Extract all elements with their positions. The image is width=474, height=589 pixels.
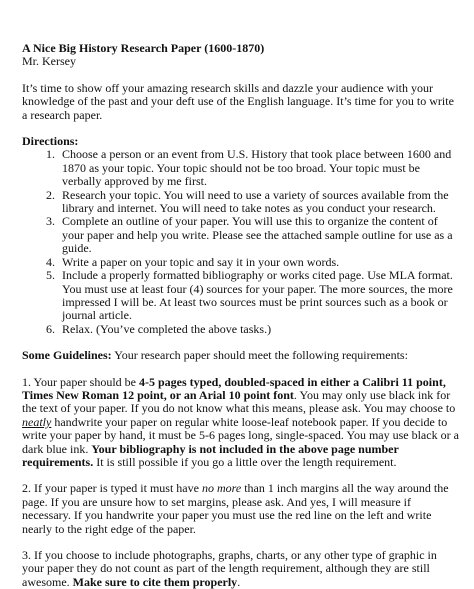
guideline-3-cite-note: Make sure to cite them properly <box>72 574 238 589</box>
guideline-1-text: . You may only use black ink for the text of your paper. If you do not know what this means, please ask. You may choose to <box>22 387 456 416</box>
directions-item: 6. Relax. (You’ve completed the above tasks.) <box>58 323 460 336</box>
intro-paragraph: It’s time to show off your amazing research skills and dazzle your audience with your knowledge of the past and your deft use of the English language. It’s time for you to write a research paper. <box>22 80 454 122</box>
guideline-2-text: than 1 inch margins all the way around the page. If you are unsure how to set margins, please ask. And yes, I will measure if necessary. If you handwrite your paper you must use the red line on the left and write nearly to the right edge of the paper. <box>22 481 449 536</box>
guideline-1-font-requirement: 4-5 pages typed, doubled-spaced in either a Calibri 11 point, Times New Roman 12 point, or an Arial 10 point font <box>22 374 446 402</box>
title-years: (1600-1870) <box>204 41 265 55</box>
guidelines-paragraph <box>22 349 460 362</box>
directions-heading: Directions: <box>22 134 79 149</box>
guideline-1 <box>22 376 460 470</box>
directions-item: 4. Write a paper on your topic and say it in your own words. <box>58 256 460 269</box>
guideline-3-text: 3. If you choose to include photographs, graphs, charts, or any other type of graphic in your paper they do not count as part of the length requirement, although they are still awesome. <box>22 548 437 589</box>
directions-item: 2. Research your topic. You will need to use a variety of sources available from the library and internet. You will need to take notes as you conduct your research. <box>58 189 460 216</box>
directions-item: 5. Include a properly formatted bibliography or works cited page. Use MLA format. You must use at least four (4) sources for your paper. The more sources, the more impressed I will be. At least two sources must be print sources such as a book or journal article. <box>58 269 460 323</box>
title-text: A Nice Big History Research Paper <box>22 41 202 55</box>
guideline-2 <box>22 482 460 536</box>
guideline-3-text: . <box>237 574 241 589</box>
guideline-2-text: 2. If your paper is typed it must have <box>22 481 202 496</box>
guideline-3 <box>22 549 460 589</box>
guideline-1-text: It is still possible if you go a little over the length requirement. <box>93 454 397 469</box>
guideline-1-text: handwrite your paper on regular white loose-leaf notebook paper. If you decide to write your paper by hand, it must be 5-6 pages long, single-spaced. You may use black or a dark blue ink. <box>22 414 459 456</box>
guideline-2-emphasis: no more <box>201 481 242 496</box>
directions-item: 1. Choose a person or an event from U.S. History that took place between 1600 and 1870 as your topic. Your topic should not be too broad. Your topic must be verbally approved by me first. <box>58 148 460 188</box>
guidelines-label: Some Guidelines: <box>22 348 112 363</box>
guidelines-text: Your research paper should meet the following requirements: <box>111 348 408 363</box>
guideline-1-emphasis: neatly <box>22 414 52 429</box>
guideline-1-bibliography-note: Your bibliography is not included in the above page number requirements. <box>22 441 399 469</box>
document-title <box>22 42 460 55</box>
directions-item: 3. Complete an outline of your paper. You will use this to organize the content of your paper and help you write. Please see the attached sample outline for use as a guide. <box>58 215 460 255</box>
author-name: Mr. Kersey <box>22 54 76 69</box>
directions-list <box>22 148 460 336</box>
guideline-1-text: 1. Your paper should be <box>22 374 139 389</box>
